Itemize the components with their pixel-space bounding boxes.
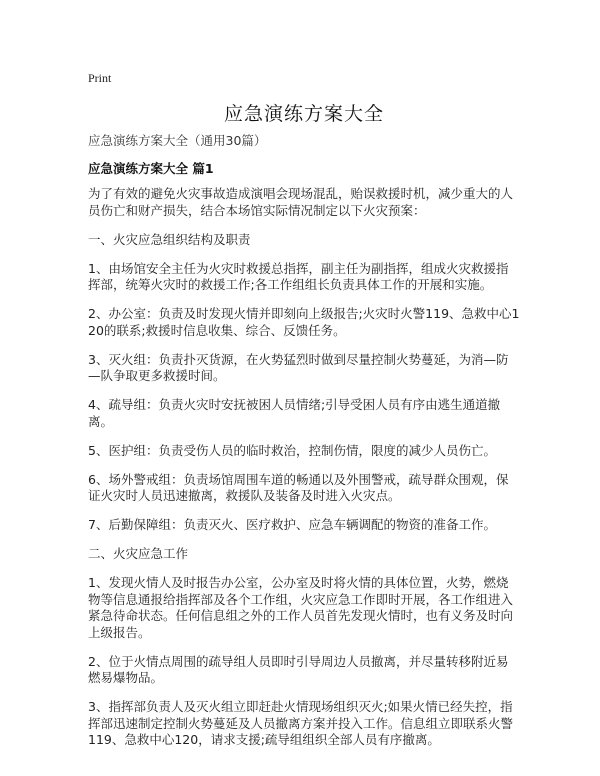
paragraph: 2、办公室：负责及时发现火情并即刻向上级报告;火灾时火警119、急救中心120的联系;救援时信息收集、综合、反馈任务。 (88, 306, 520, 338)
paragraph: 4、疏导组：负责火灾时安抚被困人员情绪;引导受困人员有序由逃生通道撤离。 (88, 397, 501, 429)
page-title: 应急演练方案大全 (223, 103, 384, 125)
document-body (88, 186, 520, 761)
paragraph: 5、医护组：负责受伤人员的临时救治，控制伤情，限度的减少人员伤亡。 (88, 442, 496, 458)
section-heading: 应急演练方案大全 篇1 (88, 161, 214, 176)
paragraph: 1、由场馆安全主任为火灾时救援总指挥，副主任为副指挥，组成火灾救援指挥部，统筹火灾时的救援工作;各工作组组长负责具体工作的开展和实施。 (88, 260, 509, 292)
intro-paragraph: 为了有效的避免火灾事故造成演唱会现场混乱，贻误救援时机，减少重大的人员伤亡和财产损失，结合本场馆实际情况制定以下火灾预案： (88, 186, 514, 218)
paragraph: 7、后勤保障组：负责灭火、医疗救护、应急车辆调配的物资的准备工作。 (88, 517, 496, 532)
paragraph: 6、场外警戒组：负责场馆周围车道的畅通以及外围警戒，疏导群众围观，保证火灾时人员迅速撤离，救援队及装备及时进入火灾点。 (88, 471, 509, 503)
document-subtitle: 应急演练方案大全（通用30篇） (88, 133, 267, 148)
print-label: Print (88, 71, 112, 85)
paragraph: 3、灭火组：负责扑灭货源，在火势猛烈时做到尽量控制火势蔓延，为消—防—队争取更多救援时间。 (88, 351, 509, 383)
section-heading-2: 二、火灾应急工作 (88, 546, 189, 561)
paragraph: 2、位于火情点周围的疏导组人员即时引导周边人员撤离，并尽量转移附近易燃易爆物品。 (88, 653, 509, 685)
paragraph: 3、指挥部负责人及灭火组立即赶赴火情现场组织灭火;如果火情已经失控，指挥部迅速制定控制火势蔓延及人员撤离方案并投入工作。信息组立即联系火警119、急救中心120，请求支援;疏导组组织全部人员有序撤离。 (88, 699, 514, 747)
paragraph: 1、发现火情人及时报告办公室，公办室及时将火情的具体位置，火势，燃烧物等信息通报给指挥部及各个工作组，火灾应急工作即时开展，各工作组进入紧急待命状态。任何信息组之外的工作人员首先发现火情时，也有义务及时向上级报告。 (88, 575, 514, 640)
section-heading-1: 一、火灾应急组织结构及职责 (88, 231, 251, 247)
